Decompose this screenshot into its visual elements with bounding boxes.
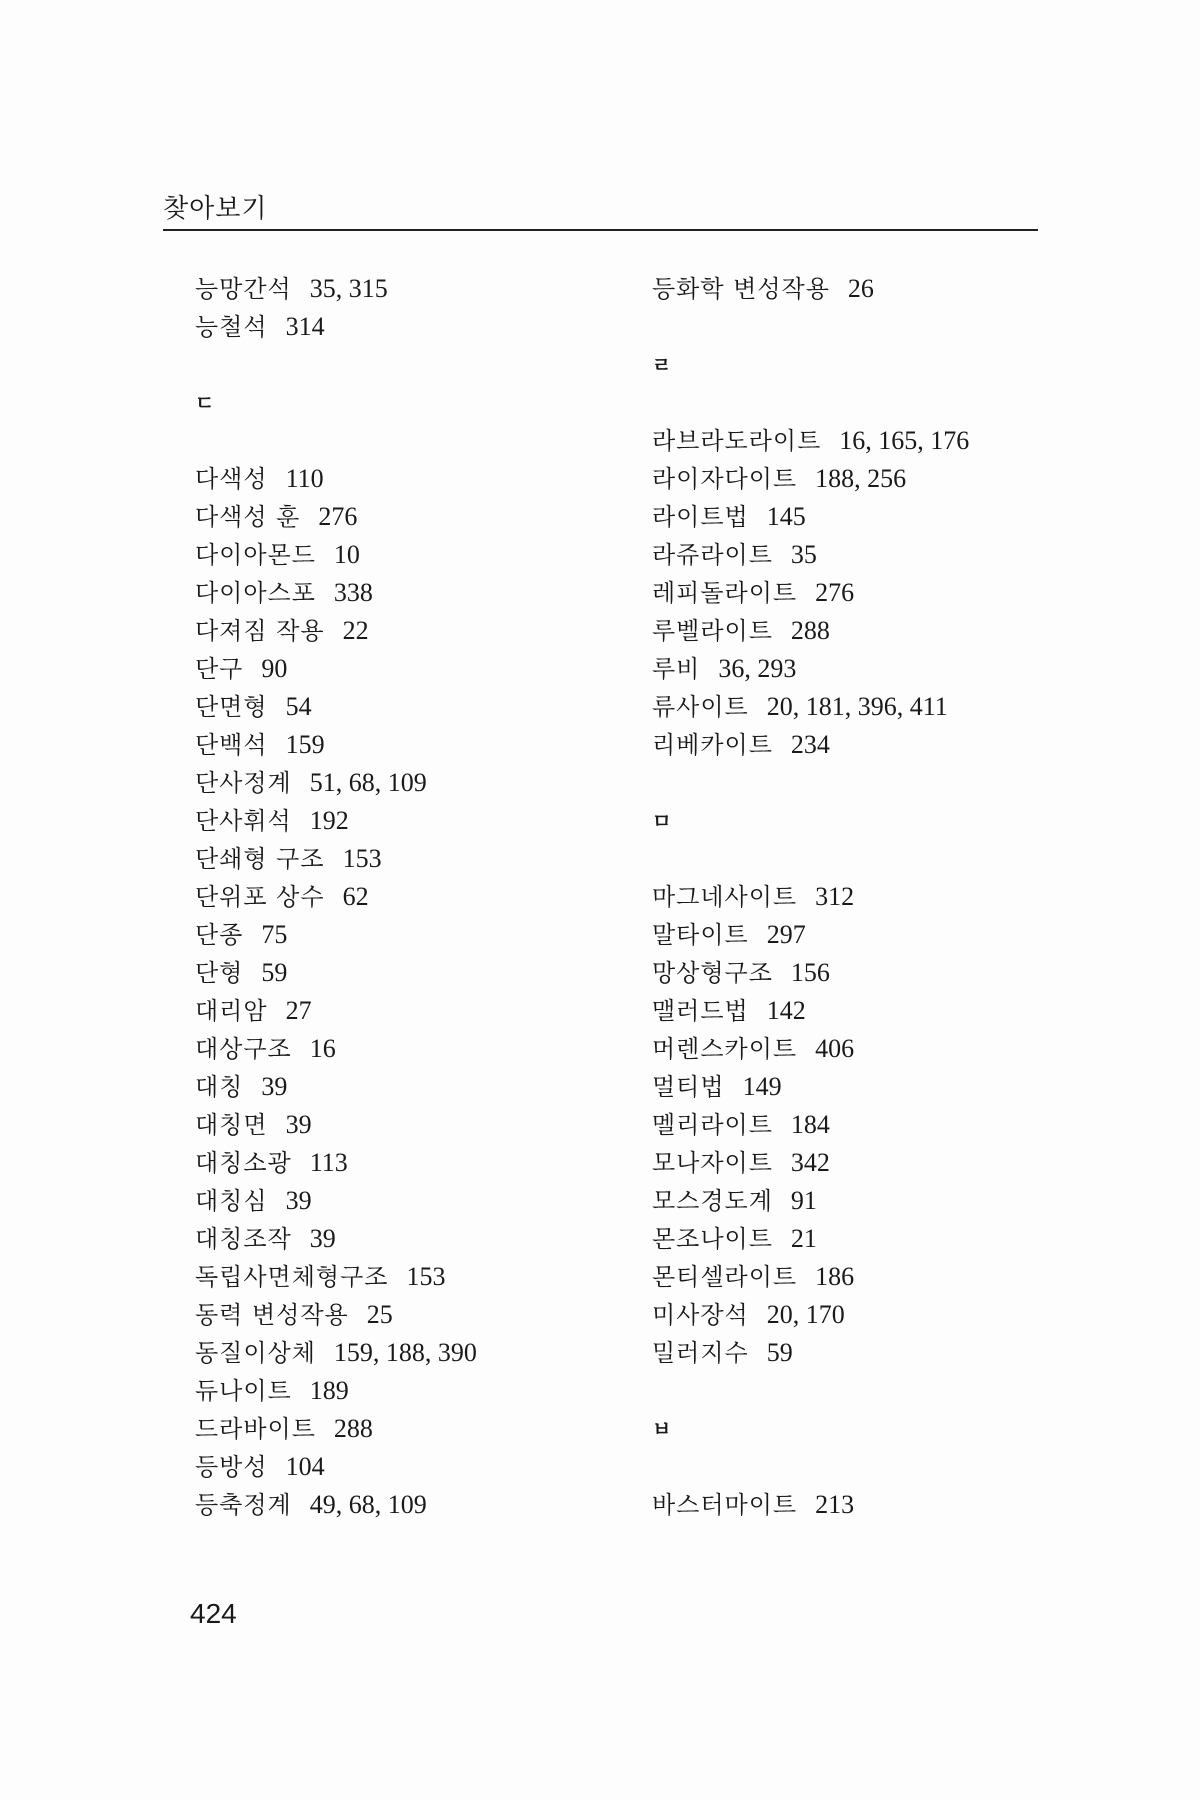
index-term: 라이트법 [652, 503, 749, 531]
index-term: 능철석 [195, 313, 268, 341]
index-term: 단위포 상수 [195, 883, 325, 911]
index-section-letter: ㅁ [652, 809, 672, 833]
index-term: 다색성 [195, 465, 268, 493]
index-term: 동력 변성작용 [195, 1301, 349, 1329]
index-term: 멜리라이트 [652, 1111, 773, 1139]
index-term: 단쇄형 구조 [195, 845, 325, 873]
index-entry [195, 688, 615, 726]
index-entry [652, 992, 1072, 1030]
spacer [195, 422, 615, 460]
index-entry [195, 1372, 615, 1410]
index-entry [652, 688, 1072, 726]
index-page-refs: 188, 256 [815, 464, 907, 493]
index-page-refs: 16, 165, 176 [839, 426, 970, 455]
index-entry [195, 1144, 615, 1182]
index-page-refs: 59 [261, 958, 288, 987]
index-entry [652, 612, 1072, 650]
index-entry [195, 1334, 615, 1372]
index-term: 대리암 [195, 997, 268, 1025]
index-term: 대상구조 [195, 1035, 292, 1063]
index-page-refs: 288 [790, 616, 830, 645]
index-entry [652, 954, 1072, 992]
index-page-refs: 297 [766, 920, 806, 949]
index-page-refs: 36, 293 [718, 654, 797, 683]
index-entry [195, 840, 615, 878]
index-page-refs: 276 [815, 578, 855, 607]
index-term: 단형 [195, 959, 244, 987]
index-entry [195, 1448, 615, 1486]
index-term: 단면형 [195, 693, 268, 721]
index-page-refs: 186 [815, 1262, 855, 1291]
index-term: 맬러드법 [652, 997, 749, 1025]
index-page-refs: 104 [285, 1452, 325, 1481]
index-page-refs: 26 [847, 274, 874, 303]
index-term: 드라바이트 [195, 1415, 316, 1443]
index-page-refs: 342 [790, 1148, 830, 1177]
index-term: 등화학 변성작용 [652, 275, 830, 303]
index-entry [195, 726, 615, 764]
index-page-refs: 20, 181, 396, 411 [766, 692, 948, 721]
index-term: 능망간석 [195, 275, 292, 303]
index-term: 마그네사이트 [652, 883, 798, 911]
index-entry [195, 1486, 615, 1524]
index-term: 류사이트 [652, 693, 749, 721]
index-term: 라이자다이트 [652, 465, 798, 493]
index-entry [652, 726, 1072, 764]
index-section-letter: ㄹ [652, 353, 672, 377]
index-term: 동질이상체 [195, 1339, 316, 1367]
index-term: 바스터마이트 [652, 1491, 798, 1519]
index-term: 라브라도라이트 [652, 427, 822, 455]
index-term: 말타이트 [652, 921, 749, 949]
index-page-refs: 20, 170 [766, 1300, 845, 1329]
index-entry [195, 536, 615, 574]
index-entry [195, 460, 615, 498]
index-page-refs: 288 [333, 1414, 373, 1443]
index-term: 등방성 [195, 1453, 268, 1481]
index-term: 망상형구조 [652, 959, 773, 987]
index-entry [195, 1410, 615, 1448]
index-page-refs: 39 [261, 1072, 288, 1101]
index-page-refs: 39 [285, 1186, 312, 1215]
header-divider [163, 229, 1038, 231]
index-page-refs: 153 [406, 1262, 446, 1291]
index-entry [195, 954, 615, 992]
index-term: 등축정계 [195, 1491, 292, 1519]
index-page-refs: 145 [766, 502, 806, 531]
index-page-refs: 142 [766, 996, 806, 1025]
spacer [652, 840, 1072, 878]
index-page-refs: 189 [309, 1376, 349, 1405]
index-page-refs: 159 [285, 730, 325, 759]
index-entry [195, 916, 615, 954]
index-page-refs: 21 [790, 1224, 817, 1253]
index-page-refs: 90 [261, 654, 288, 683]
index-entry [652, 916, 1072, 954]
index-term: 멀티법 [652, 1073, 725, 1101]
index-entry [195, 270, 615, 308]
index-page-refs: 27 [285, 996, 312, 1025]
index-term: 다색성 훈 [195, 503, 301, 531]
index-entry [652, 1486, 1072, 1524]
index-page-refs: 184 [790, 1110, 830, 1139]
index-term: 대칭 [195, 1073, 244, 1101]
index-entry [652, 1220, 1072, 1258]
index-term: 단사휘석 [195, 807, 292, 835]
index-term: 다이아몬드 [195, 541, 316, 569]
index-page-refs: 338 [333, 578, 373, 607]
index-entry [652, 1030, 1072, 1068]
index-page-refs: 39 [309, 1224, 336, 1253]
index-page-refs: 16 [309, 1034, 336, 1063]
index-entry [195, 308, 615, 346]
index-page-refs: 22 [342, 616, 369, 645]
index-term: 리베카이트 [652, 731, 773, 759]
index-term: 모나자이트 [652, 1149, 773, 1177]
index-entry [652, 460, 1072, 498]
index-term: 밀러지수 [652, 1339, 749, 1367]
index-page-refs: 54 [285, 692, 312, 721]
index-term: 루벨라이트 [652, 617, 773, 645]
index-page-refs: 234 [790, 730, 830, 759]
index-page-refs: 213 [815, 1490, 855, 1519]
index-term: 레피돌라이트 [652, 579, 798, 607]
index-term: 듀나이트 [195, 1377, 292, 1405]
index-page-refs: 153 [342, 844, 382, 873]
index-page-refs: 314 [285, 312, 325, 341]
index-section-letter: ㅂ [652, 1417, 672, 1441]
page-header-title: 찾아보기 [163, 194, 268, 224]
index-page-refs: 149 [742, 1072, 782, 1101]
index-entry [652, 1144, 1072, 1182]
index-page-refs: 110 [285, 464, 324, 493]
index-term: 대칭면 [195, 1111, 268, 1139]
index-entry [195, 650, 615, 688]
index-entry [195, 802, 615, 840]
index-entry [652, 1296, 1072, 1334]
index-column-left [195, 270, 615, 1524]
index-page-refs: 35, 315 [309, 274, 388, 303]
index-page-refs: 59 [766, 1338, 793, 1367]
index-page-refs: 156 [790, 958, 830, 987]
index-term: 머렌스카이트 [652, 1035, 798, 1063]
index-page-refs: 113 [309, 1148, 348, 1177]
index-page-refs: 49, 68, 109 [309, 1490, 427, 1519]
index-page-refs: 35 [790, 540, 817, 569]
spacer [652, 308, 1072, 346]
index-entry [195, 1068, 615, 1106]
index-term: 단구 [195, 655, 244, 683]
index-entry [195, 1030, 615, 1068]
spacer [652, 1448, 1072, 1486]
index-entry [652, 1068, 1072, 1106]
index-page-refs: 39 [285, 1110, 312, 1139]
index-entry [652, 1334, 1072, 1372]
index-entry [195, 992, 615, 1030]
index-term: 단종 [195, 921, 244, 949]
page-number: 424 [190, 1598, 237, 1629]
spacer [652, 1372, 1072, 1410]
index-page-refs: 159, 188, 390 [333, 1338, 477, 1367]
index-term: 대칭소광 [195, 1149, 292, 1177]
index-entry [195, 1106, 615, 1144]
index-term: 다이아스포 [195, 579, 316, 607]
index-term: 몬티셀라이트 [652, 1263, 798, 1291]
index-entry [195, 764, 615, 802]
index-entry [652, 1182, 1072, 1220]
spacer [195, 346, 615, 384]
index-term: 미사장석 [652, 1301, 749, 1329]
index-entry [652, 498, 1072, 536]
index-page-refs: 25 [366, 1300, 393, 1329]
index-section-letter: ㄷ [195, 391, 215, 415]
index-entry [652, 422, 1072, 460]
index-page-refs: 312 [815, 882, 855, 911]
index-entry [195, 1296, 615, 1334]
index-term: 대칭심 [195, 1187, 268, 1215]
index-term: 대칭조작 [195, 1225, 292, 1253]
index-term: 루비 [652, 655, 701, 683]
index-page-refs: 10 [333, 540, 360, 569]
index-entry [652, 650, 1072, 688]
index-page-refs: 62 [342, 882, 369, 911]
index-term: 다져짐 작용 [195, 617, 325, 645]
index-term: 독립사면체형구조 [195, 1263, 389, 1291]
index-entry [195, 1220, 615, 1258]
index-term: 단백석 [195, 731, 268, 759]
index-page-refs: 406 [815, 1034, 855, 1063]
index-page-refs: 91 [790, 1186, 817, 1215]
index-term: 단사정계 [195, 769, 292, 797]
index-page-refs: 192 [309, 806, 349, 835]
index-entry [652, 270, 1072, 308]
index-page-refs: 75 [261, 920, 288, 949]
index-entry [195, 878, 615, 916]
index-entry [652, 878, 1072, 916]
index-page-refs: 51, 68, 109 [309, 768, 427, 797]
index-entry [195, 574, 615, 612]
spacer [652, 384, 1072, 422]
index-column-right [652, 270, 1072, 1524]
index-term: 라쥬라이트 [652, 541, 773, 569]
index-entry [195, 1258, 615, 1296]
index-entry [652, 1258, 1072, 1296]
index-entry [652, 536, 1072, 574]
index-entry [652, 1106, 1072, 1144]
index-term: 몬조나이트 [652, 1225, 773, 1253]
index-entry [195, 498, 615, 536]
index-term: 모스경도계 [652, 1187, 773, 1215]
spacer [652, 764, 1072, 802]
index-page-refs: 276 [318, 502, 358, 531]
index-entry [195, 1182, 615, 1220]
index-entry [652, 574, 1072, 612]
index-entry [195, 612, 615, 650]
